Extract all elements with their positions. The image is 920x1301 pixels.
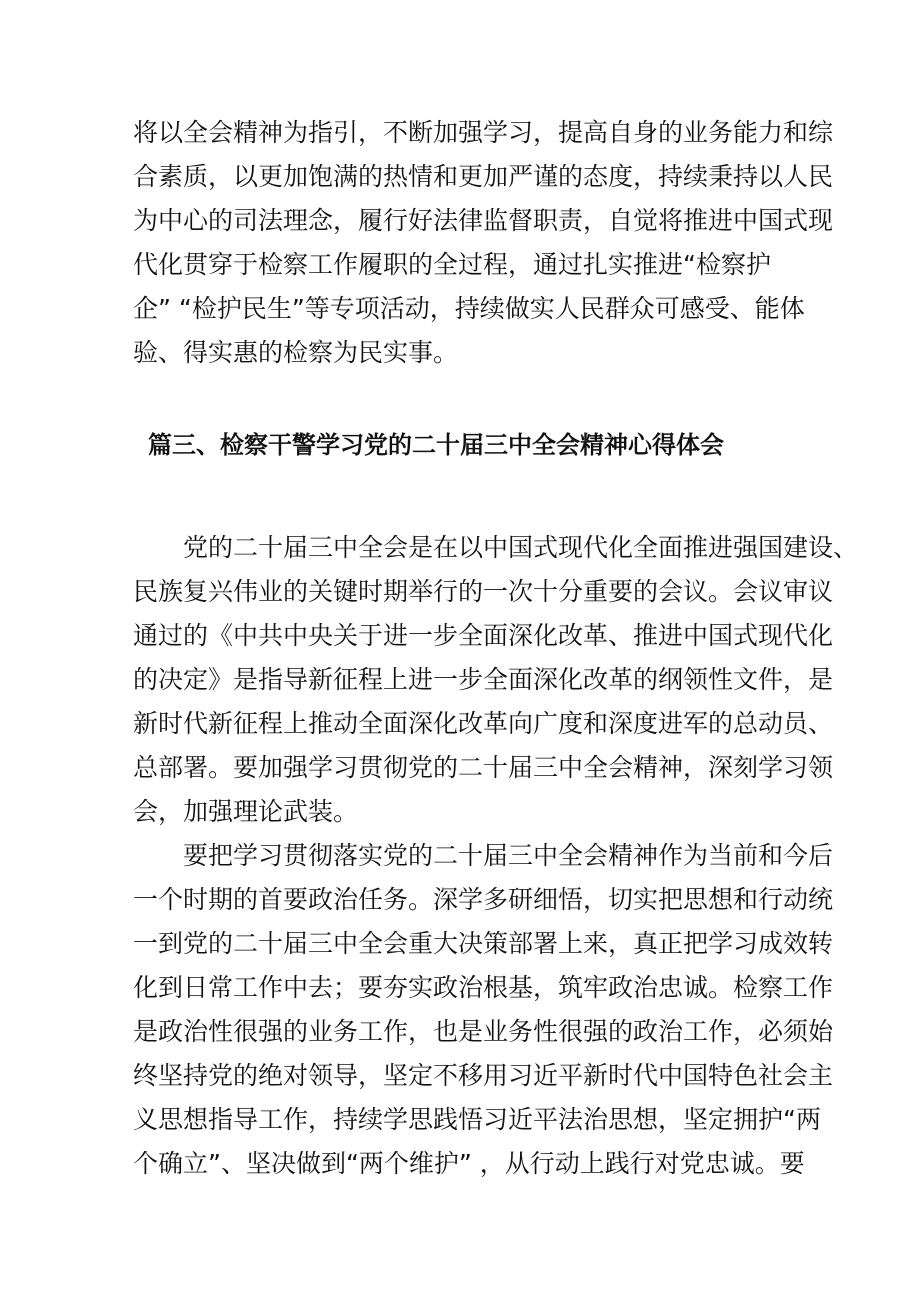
text-line: 要把学习贯彻落实党的二十届三中全会精神作为当前和今后 bbox=[183, 841, 834, 870]
text-line: 是政治性很强的业务工作，也是业务性很强的政治工作，必须始 bbox=[133, 1017, 834, 1046]
text-line: 新时代新征程上推动全面深化改革向广度和深度进军的总动员、 bbox=[133, 709, 834, 738]
text-line: 会，加强理论武装。 bbox=[133, 797, 359, 826]
text-line: 合素质，以更加饱满的热情和更加严谨的态度，持续秉持以人民 bbox=[133, 162, 834, 191]
section-heading: 篇三、检察干警学习党的二十届三中全会精神心得体会 bbox=[148, 431, 724, 459]
text-line: 企” “检护民生”等专项活动，持续做实人民群众可感受、能体 bbox=[133, 294, 805, 323]
text-line: 代化贯穿于检察工作履职的全过程，通过扎实推进“检察护 bbox=[133, 250, 771, 279]
text-line: 一到党的二十届三中全会重大决策部署上来，真正把学习成效转 bbox=[133, 929, 834, 958]
text-line: 终坚持党的绝对领导，坚定不移用习近平新时代中国特色社会主 bbox=[133, 1061, 834, 1090]
text-line: 民族复兴伟业的关键时期举行的一次十分重要的会议。会议审议 bbox=[133, 577, 834, 606]
text-line: 总部署。要加强学习贯彻党的二十届三中全会精神，深刻学习领 bbox=[133, 753, 834, 782]
text-line: 义思想指导工作，持续学思践悟习近平法治思想，坚定拥护“两 bbox=[133, 1105, 821, 1134]
text-line: 化到日常工作中去；要夯实政治根基，筑牢政治忠诚。检察工作 bbox=[133, 973, 834, 1002]
text-line: 个确立”、坚决做到“两个维护” ，从行动上践行对党忠诚。要 bbox=[133, 1149, 805, 1178]
text-line: 党的二十届三中全会是在以中国式现代化全面推进强国建设、 bbox=[183, 533, 859, 562]
text-line: 为中心的司法理念，履行好法律监督职责，自觉将推进中国式现 bbox=[133, 206, 834, 235]
text-line: 将以全会精神为指引，不断加强学习，提高自身的业务能力和综 bbox=[133, 118, 834, 147]
text-line: 的决定》是指导新征程上进一步全面深化改革的纲领性文件，是 bbox=[133, 665, 834, 694]
text-line: 一个时期的首要政治任务。深学多研细悟，切实把思想和行动统 bbox=[133, 885, 834, 914]
text-line: 通过的《中共中央关于进一步全面深化改革、推进中国式现代化 bbox=[133, 621, 834, 650]
text-line: 验、得实惠的检察为民实事。 bbox=[133, 338, 459, 367]
